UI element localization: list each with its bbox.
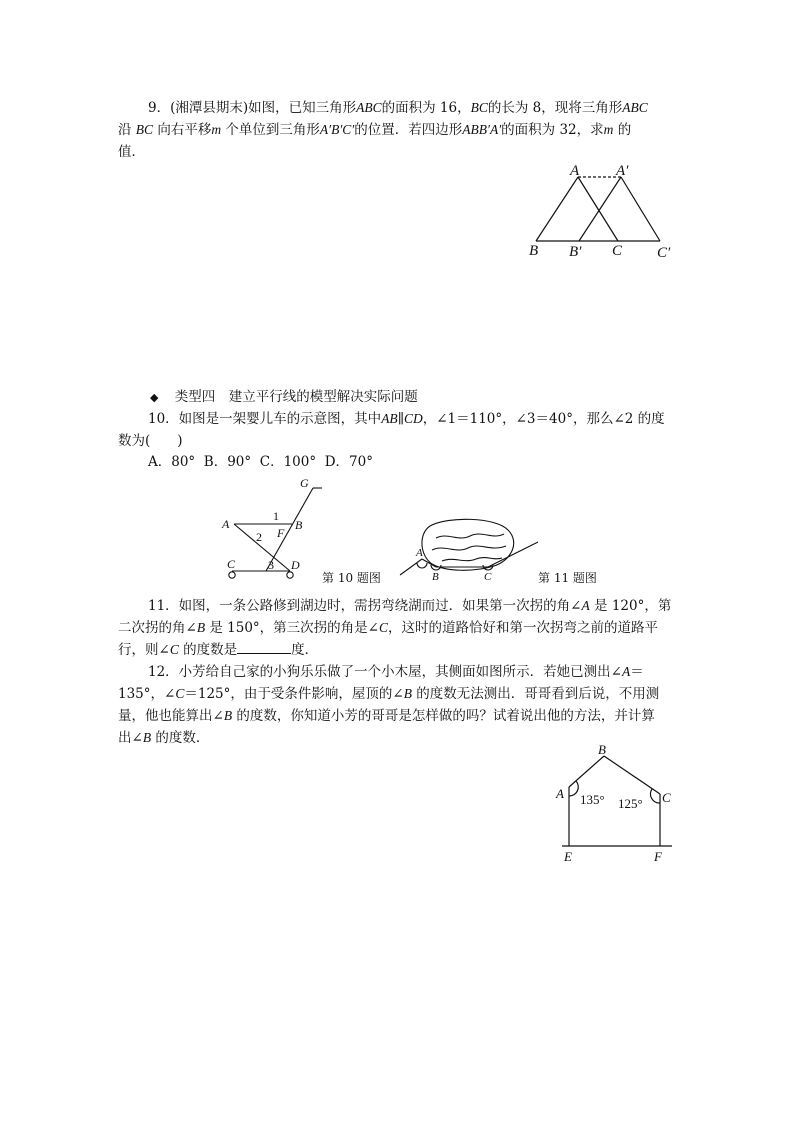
q11-caption: 第 11 题图 [538, 571, 597, 585]
q9-label-a: A [570, 163, 580, 179]
q10-line-2: 数为( ) [118, 433, 183, 449]
q12-roof-bc [604, 756, 660, 794]
q9-line-2: 沿 BC 向右平移m 个单位到三角形A′B′C′的位置．若四边形ABB′A′的面积为 32，求m 的 [118, 122, 632, 138]
q12-angle-a-value: 135° [580, 792, 605, 807]
q9-label-c: C [612, 243, 623, 259]
q12-line-1: 12．小芳给自己家的小狗乐乐做了一个小木屋，其侧面如图所示．若她已测出∠A＝ [148, 664, 644, 680]
q11-road-4 [488, 542, 538, 567]
q12-angle-c-value: 125° [618, 796, 643, 811]
q10-angle-1: 1 [273, 509, 279, 523]
q10-angle-2: 2 [256, 530, 262, 544]
q10-line-1: 10．如图是一架婴儿车的示意图，其中AB∥CD，∠1＝110°，∠3＝40°，那么∠2 的度 [148, 411, 665, 427]
q10-option-a: A．80° [148, 454, 196, 470]
q11-label-c: C [484, 571, 492, 583]
q10-figure [218, 476, 338, 581]
q9-segment-a2c2 [621, 177, 660, 241]
q10-label-a: A [222, 517, 230, 531]
q12-line-3: 量，他也能算出∠B 的度数，你知道小芳的哥哥是怎样做的吗？试着说出他的方法，并计算 [118, 708, 655, 724]
q11-line-1: 11．如图，一条公路修到湖边时，需拐弯绕湖而过．如果第一次拐的角∠A 是 120°，第 [148, 598, 672, 614]
q10-wheel-c [229, 572, 235, 578]
q10-label-c: C [227, 557, 236, 571]
q10-option-d: D．70° [324, 454, 373, 470]
q11-figure [398, 516, 548, 586]
q11-answer-blank[interactable] [237, 639, 291, 654]
q9-line-3: 值． [118, 144, 145, 160]
q10-angle-3: 3 [268, 558, 274, 572]
q12-label-f: F [654, 849, 662, 864]
q12-label-b: B [598, 742, 606, 757]
q11-lake-waves-1 [436, 534, 504, 538]
q11-lake-waves-3 [442, 558, 502, 561]
q12-line-2: 135°，∠C＝125°，由于受条件影响，屋顶的∠B 的度数无法测出．哥哥看到后说，不用测 [118, 686, 660, 702]
q11-line-2: 二次拐的角∠B 是 150°，第三次拐的角是∠C，这时的道路恰好和第一次拐弯之前的道路平 [118, 620, 658, 636]
q9-segment-ac [578, 177, 618, 241]
q12-label-a: A [556, 786, 564, 801]
q11-lake-waves-2 [432, 546, 506, 550]
q12-label-e: E [564, 849, 572, 864]
q9-line-1: 9．(湘潭县期末)如图，已知三角形ABC的面积为 16，BC的长为 8，现将三角形ABC [148, 100, 648, 116]
q11-road-2 [422, 559, 436, 567]
q12-line-4: 出∠B 的度数． [118, 730, 210, 746]
q9-segment-ab [536, 177, 578, 241]
q10-options [148, 451, 373, 473]
diamond-bullet-icon: ◆ [150, 391, 159, 404]
q11-line-3: 行，则∠C 的度数是 度． [118, 639, 318, 661]
q9-label-b2: B′ [569, 244, 582, 260]
q12-roof-ab [569, 756, 604, 787]
q10-option-c: C．100° [259, 454, 317, 470]
q10-label-f: F [277, 526, 285, 540]
q11-arc-a [417, 563, 427, 568]
q10-option-b: B．90° [203, 454, 252, 470]
q10-caption: 第 10 题图 [322, 571, 381, 585]
q10-wheel-d [287, 572, 293, 578]
q11-label-b: B [432, 571, 439, 583]
q11-label-a: A [416, 547, 423, 559]
q9-label-a2: A′ [616, 163, 629, 179]
q11-lake [422, 519, 514, 570]
q9-label-b: B [529, 243, 539, 259]
q9-segment-a2b2 [579, 177, 621, 241]
q10-label-d: D [291, 558, 300, 572]
q12-label-c: C [662, 790, 671, 805]
q9-figure [520, 160, 700, 260]
q12-figure [552, 742, 692, 867]
q9-label-c2: C′ [657, 245, 671, 261]
section-4-heading: ◆ 类型四 建立平行线的模型解决实际问题 [150, 389, 418, 405]
q10-label-b: B [295, 518, 303, 532]
q10-label-g: G [300, 476, 309, 490]
